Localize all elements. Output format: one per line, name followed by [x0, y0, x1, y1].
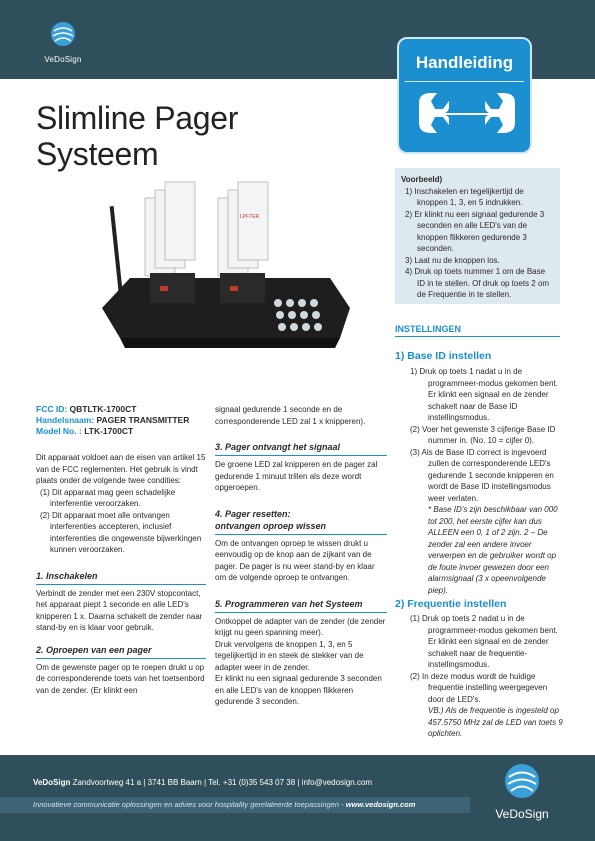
trade-label: Handelsnaam:	[36, 415, 95, 425]
list-item: (1) Druk op toets 2 nadat u in de programmeer-modus gekomen bent. Er klinkt een signaal en de zender schakelt naar de frequentie-instellingsmodus.	[410, 614, 558, 669]
section-5-heading: 5. Programmeren van het Systeem	[215, 598, 363, 609]
list-item: (2) Voer het gewenste 3 cijferige Base ID nummer in. (No. 10 = cijfer 0).	[410, 424, 556, 445]
title-line-2: Systeem	[36, 136, 159, 172]
globe-icon	[504, 763, 540, 799]
section-1-heading: 1. Inschakelen	[36, 570, 98, 581]
section-rule	[215, 612, 387, 613]
section-rule	[215, 455, 387, 456]
page-title	[36, 100, 238, 172]
badge-label: Handleiding	[415, 53, 514, 72]
section-2-text: Om de gewenste pager op te roepen drukt u op de corresponderende toets van het toetsenbord van de zender. (Er klinkt een	[36, 662, 205, 695]
section-3-heading: 3. Pager ontvangt het signaal	[215, 442, 341, 452]
section-5-text-1: Ontkoppel de adapter van de zender (de zender krijgt nu geen spanning meer).	[215, 616, 386, 637]
column-1	[36, 452, 206, 696]
section-4-heading-1: 4. Pager resetten:	[215, 508, 291, 519]
globe-icon	[50, 21, 76, 47]
badge-divider	[405, 81, 524, 82]
frequency-note: VB.) Als de frequentie is ingesteld op 457.5750 MHz zal de LED van toets 9 oplichten.	[428, 706, 563, 738]
footer-contact	[33, 778, 372, 787]
condition-item: (1) Dit apparaat mag geen schadelijke interferentie veroorzaken.	[40, 487, 176, 508]
section-5-text-3: Er klinkt nu een signaal gedurende 3 seconden en alle LED's van de knoppen flikkeren gedurende 3 seconden.	[215, 674, 382, 706]
section-4-heading-2: ontvangen oproep wissen	[215, 520, 327, 531]
manual-badge	[397, 37, 532, 154]
brand-name: VeDoSign	[495, 807, 549, 821]
section-rule	[215, 534, 387, 535]
tagline-text: Innovatieve communicatie oplossingen en advies voor hospitality gerelateerde toepassingen -	[33, 800, 346, 809]
brand-logo-top	[33, 21, 93, 64]
footer-company: VeDoSign	[33, 778, 71, 787]
brand-name: VeDoSign	[44, 55, 82, 64]
section-rule	[36, 584, 206, 585]
section-2-heading: 2. Oproepen van een pager	[36, 644, 152, 655]
frequency-heading: 2) Frequentie instellen	[395, 598, 507, 610]
list-item: 1) Druk op toets 1 nadat u in de programmeer-modus gekomen bent. Er klinkt een signaal en de zender schakelt naar de Base ID instellingsmodus.	[410, 367, 558, 422]
fcc-label: FCC ID:	[36, 404, 68, 414]
settings-heading: INSTELLINGEN	[395, 324, 462, 334]
example-list	[401, 186, 554, 301]
trade-value: PAGER TRANSMITTER	[96, 415, 190, 425]
brand-logo-bottom	[487, 763, 557, 821]
settings-rule	[395, 336, 560, 337]
base-id-note: * Base ID's zijn beschikbaar van 000 tot 200, het eerste cijfer kan dus ALLEEN een 0, 1 of 2 zijn. 2 – De zender zal een andere invoer verwerpen en de gebruiker wordt op de foute invoer gewezen door een alarmsignaal (3 x opeenvolgende piep).	[428, 505, 558, 595]
wrench-icon	[411, 89, 522, 144]
list-item: 1) Inschakelen en tegelijkertijd de knoppen 1, 3, en 5 indrukken.	[405, 186, 524, 207]
frequency-list	[410, 613, 565, 740]
list-item: 3) Laat nu de knoppen los.	[405, 255, 500, 265]
list-item: (3) Als de Base ID correct is ingevoerd zullen de corresponderende LED's gedurende 1 seconde knipperen en wordt de Base ID instellingsmodus weer verlaten.	[410, 447, 554, 503]
title-line-1: Slimline Pager	[36, 100, 239, 136]
section-4-text: Om de ontvangen oproep te wissen drukt u eenvoudig op de knop aan de zijkant van de pager. De pager is nu weer stand-by en klaar om de volgende oproep te ontvangen.	[215, 538, 375, 582]
model-label: Model No. :	[36, 426, 82, 436]
base-id-list	[410, 366, 565, 596]
model-value: LTK-1700CT	[84, 426, 134, 436]
section-1-text: Verbindt de zender met een 230V stopcontact, het apparaat piept 1 seconde en alle LED's knipperen 1 x. Daarna schakelt de zender naar stand-by en is klaar voor gebruik.	[36, 588, 203, 632]
section-3-text: De groene LED zal knipperen en de pager zal gedurende 1 minuut trillen als deze wordt opgeroepen.	[215, 460, 378, 492]
list-item: (2) In deze modus wordt de huidige frequentie instelling weergegeven door de LED's.	[410, 671, 548, 704]
footer-tagline	[33, 800, 415, 809]
list-item: 4) Druk op toets nummer 1 om de Base ID in te stellen. Of druk op toets 2 om de Frequentie in te stellen.	[405, 267, 550, 299]
example-box	[395, 168, 560, 304]
footer-url-link[interactable]: www.vedosign.com	[345, 800, 416, 809]
intro-text: Dit apparaat voldoet aan de eisen van artikel 15 van de FCC reglementen. Het gebruik is vindt plaats onder de volgende twee condities:	[36, 453, 206, 485]
example-heading: Voorbeeld)	[401, 175, 443, 184]
base-id-heading: 1) Base ID instellen	[395, 350, 492, 362]
section-5-text-2: Druk vervolgens de knoppen 1, 3, en 5 tegelijkertijd in en steek de stekker van de adapter weer in de zender.	[215, 639, 364, 672]
section-rule	[36, 658, 206, 659]
list-item: 2) Er klinkt nu een signaal gedurende 3 seconden en alle LED's van de knoppen flikkeren gedurende 3 seconden.	[405, 209, 545, 253]
pager-label: LPFTER	[240, 214, 260, 220]
condition-item: (2) Dit apparaat moet alle ontvangen interferenties accepteren, inclusief interferenties die ongewenste bijwerkingen kunnen veroorzaken.	[40, 510, 202, 554]
footer-address: Zandvoortweg 41 a | 3741 BB Baarn | Tel. +31 (0)35 543 07 38 | info@vedosign.com	[72, 778, 373, 787]
column-2	[215, 404, 387, 708]
spec-block	[36, 404, 189, 437]
continued-text: signaal gedurende 1 seconde en de corresponderende LED zal 1 x knipperen).	[215, 405, 366, 426]
product-image	[100, 178, 350, 353]
fcc-value: QBTLTK-1700CT	[69, 404, 137, 414]
